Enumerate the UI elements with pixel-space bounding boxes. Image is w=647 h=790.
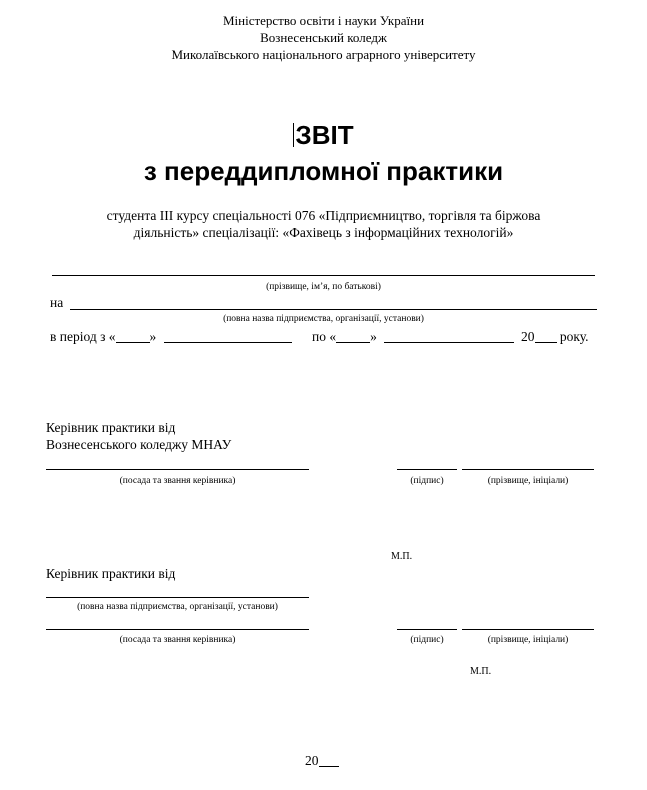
start-month-field[interactable] [164,328,292,343]
org-supervisor-label: Керівник практики від [46,566,176,581]
year-prefix: 20 [521,329,535,344]
quote-close-1: » [149,329,157,344]
college-supervisor-position-caption: (посада та звання керівника) [119,476,236,486]
footer-year [305,752,339,770]
org-supervisor-name-caption: (прізвище, ініціали) [487,635,569,645]
period-from-label: в період з « [50,329,116,344]
quote-close-2: » [370,329,377,344]
at-label: на [50,295,64,310]
college-supervisor-college: Вознесенського коледжу МНАУ [46,437,232,452]
org-supervisor-sign-field[interactable] [397,629,457,630]
student-line-1: студента ІІІ курсу спеціальності 076 «Підприємництво, торгівля та біржова [106,208,541,223]
end-month-field[interactable] [384,328,514,343]
college-supervisor-sign-field[interactable] [397,469,457,470]
org-supervisor-organization-field[interactable] [46,597,309,598]
year-field[interactable] [535,328,557,343]
end-day-field[interactable] [336,328,370,343]
period-to-row [312,328,514,346]
footer-year-prefix: 20 [305,753,319,768]
student-name-caption: (прізвище, ім’я, по батькові) [266,282,381,292]
org-stamp-place: М.П. [470,666,492,677]
footer-year-field[interactable] [319,752,339,767]
ministry-name: Міністерство освіти і науки України [222,13,425,28]
college-supervisor-label: Керівник практики від [46,420,176,435]
student-name-field[interactable] [52,275,595,276]
period-row [50,328,292,346]
period-to-label: по « [312,329,337,344]
org-supervisor-sign-caption: (підпис) [410,635,444,645]
report-title-text: ЗВІТ [295,120,354,150]
start-day-field[interactable] [116,328,150,343]
college-name: Вознесенський коледж [260,30,387,45]
report-title [0,120,647,150]
college-supervisor-sign-caption: (підпис) [410,476,444,486]
organization-field[interactable] [70,309,597,310]
org-supervisor-organization-caption: (повна назва підприємства, організації, установи) [77,602,278,612]
college-supervisor-position-field[interactable] [46,469,309,470]
college-supervisor-name-field[interactable] [462,469,594,470]
org-supervisor-position-caption: (посада та звання керівника) [119,635,236,645]
org-supervisor-position-field[interactable] [46,629,309,630]
organization-caption: (повна назва підприємства, організації, установи) [223,314,424,324]
year-suffix: року. [559,329,589,344]
year-row [521,328,589,346]
report-subtitle: з переддипломної практики [143,156,504,186]
college-stamp-place: М.П. [391,551,413,562]
college-supervisor-name-caption: (прізвище, ініціали) [487,476,569,486]
org-supervisor-name-field[interactable] [462,629,594,630]
university-name: Миколаївського національного аграрного університету [171,47,476,62]
student-line-2: діяльність» спеціалізації: «Фахівець з інформаційних технологій» [133,225,514,240]
